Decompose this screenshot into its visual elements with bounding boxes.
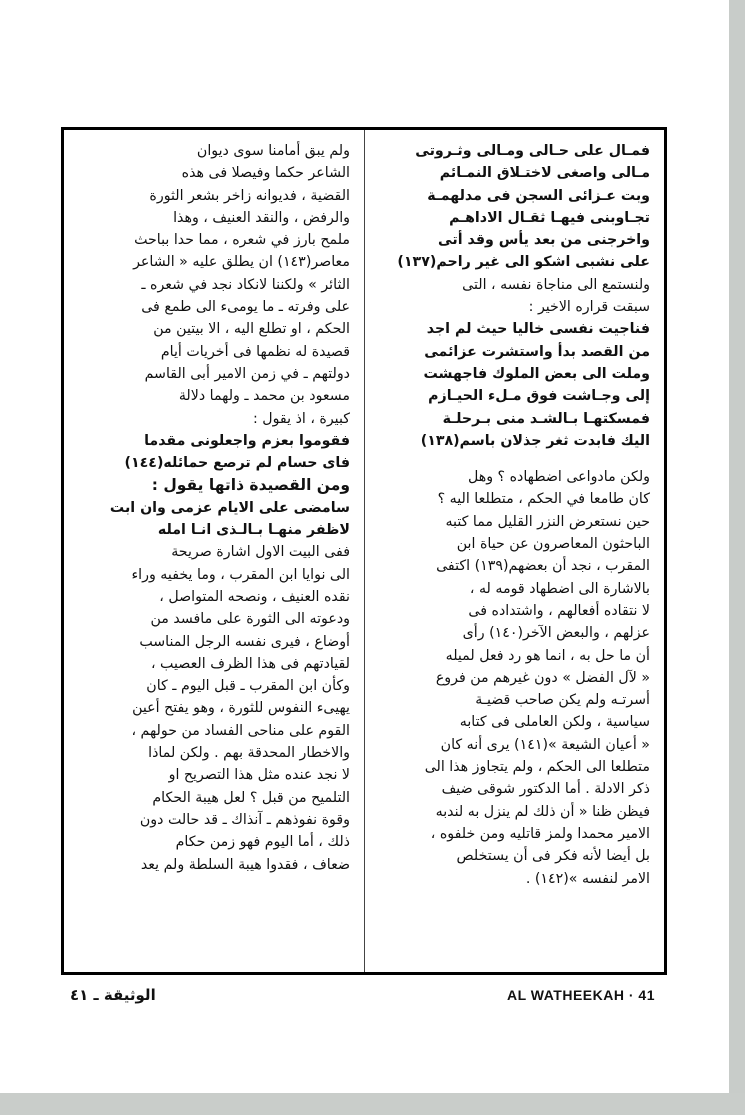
- text-line: كبيرة ، اذ يقول :: [253, 410, 350, 427]
- text-line: لا نتقاده أفعالهم ، واشتداده فى: [468, 602, 650, 619]
- text-line: على وفرته ـ ما يومىء الى طمع فى: [141, 299, 350, 316]
- text-line: ولم يبق أمامنا سوى ديوان: [196, 143, 350, 159]
- text-line: ذكر الادلة . أما الدكتور شوقى ضيف: [441, 781, 650, 798]
- text-line: لقيادتهم فى هذا الظرف العصيب ،: [150, 655, 350, 672]
- text-line: الامر لنفسه »(١٤٢) .: [525, 870, 650, 887]
- text-line: متطلعا الى الحكم ، ولم يتجاوز هذا الى: [424, 759, 650, 776]
- text-line: ذلك ، أما اليوم فهو زمن حكام: [175, 834, 350, 851]
- text-line: ولكن مادواعى اضطهاده ؟ وهل: [467, 469, 650, 486]
- text-line: يهيىء النفوس للثورة ، وهو يفتح أعين: [132, 700, 350, 717]
- text-line: الشاعر حكما وفيصلا فى هذه: [181, 165, 350, 182]
- text-line: الامير محمدا ولمز قاتليه ومن خلفوه ،: [430, 825, 650, 842]
- text-line: فيظن ظنا « أن ذلك لم ينزل به لندبه: [435, 803, 650, 820]
- text-line: الباحثون المعاصرون عن حياة ابن: [456, 536, 650, 553]
- verse-line: سامضى على الايام عزمى وان ابت: [109, 499, 350, 516]
- text-line: والاخطار المحدقة بهم . ولكن لماذا: [148, 745, 350, 762]
- text-line: بالاشارة الى اضطهاد قومه له ،: [469, 580, 650, 597]
- text-line: وقوة نفوذهم ـ آنذاك ـ قد حالت دون: [139, 811, 350, 828]
- text-line: والرفض ، والنقد العنيف ، وهذا: [173, 209, 350, 226]
- footer-arabic-page-label: الوثيقة ـ ٤١: [70, 986, 156, 1004]
- text-line: التلميح من قبل ؟ لعل هيبة الحكام: [152, 789, 350, 806]
- verse-line: وبت عـزائى السجن فى مدلهمـة: [427, 187, 650, 204]
- verse-line: فمسكتهـا بـالشـد منى بـرحلـة: [442, 410, 650, 427]
- text-line: لا نجد عنده مثل هذا التصريح او: [168, 767, 350, 784]
- text-line: الى نوايا ابن المقرب ، وما يخفيه وراء: [131, 566, 350, 583]
- article-frame: [61, 127, 667, 975]
- page-footer: [70, 983, 655, 1007]
- text-line: ففى البيت الاول اشارة صريحة: [171, 544, 350, 561]
- scan-margin-bottom: [0, 1093, 745, 1115]
- text-line: نقده العنيف ، ونصحه المتواصل ،: [159, 588, 350, 605]
- text-line: عزلهم ، والبعض الآخر(١٤٠) رأى: [462, 625, 650, 642]
- text-line: مسعود بن محمد ـ ولهما دلالة: [178, 388, 350, 405]
- verse-line: وملت الى بعض الملوك فاجهشت: [423, 365, 650, 382]
- verse-line: اليك فابدت ثغر جذلان باسم(١٣٨): [420, 432, 650, 449]
- text-line: معاصر(١٤٣) ان يطلق عليه « الشاعر: [133, 254, 350, 271]
- text-line: قصيدة له نظمها فى أخريات أيام: [160, 343, 350, 360]
- verse-line: واخرجنى من بعد يأس وقد أتى: [438, 232, 650, 249]
- text-line: وكأن ابن المقرب ـ قبل اليوم ـ كان: [146, 678, 350, 695]
- text-line: حين نستعرض النزر القليل مما كتبه: [445, 513, 650, 530]
- text-line: « لآل الفضل » دون غيرهم من فروع: [435, 669, 650, 686]
- verse-line: لاظفر منهـا بـالـذى انـا امله: [157, 522, 350, 539]
- text-line: المقرب ، نجد أن بعضهم(١٣٩) اكتفى: [436, 558, 650, 575]
- verse-line: فمـال على حـالى ومـالى وثـروتى: [415, 143, 650, 159]
- text-line: ودعوته الى الثورة على مافسد من: [150, 611, 350, 628]
- text-line: بل أيضا لأنه فكر فى أن يستخلص: [456, 848, 650, 865]
- text-line: الثائر » ولكننا لانكاد نجد في شعره ـ: [141, 276, 350, 293]
- text-line: القوم على مناحى الفساد من حولهم ،: [131, 722, 350, 739]
- text-line: دولتهم ـ في زمن الامير أبى القاسم: [144, 365, 350, 382]
- verse-line: فاى حسام لم ترصع حمائله(١٤٤): [124, 455, 350, 472]
- text-line: الحكم ، او تطلع اليه ، الا بيتين من: [153, 321, 350, 338]
- verse-line: إلى وجـاشت فوق مـلء الحيـازم: [428, 388, 650, 405]
- verse-line: من القصد بدأ واستشرت عزائمى: [424, 343, 650, 360]
- text-line: ملمح بارز في شعره ، مما حدا بباحث: [134, 232, 350, 249]
- text-line: ولنستمع الى مناجاة نفسه ، التى: [462, 276, 650, 293]
- right-column: [364, 130, 664, 972]
- paragraph-gap: [379, 452, 650, 466]
- left-column: [64, 130, 364, 972]
- footer-english-page-label: AL WATHEEKAH · 41: [507, 987, 655, 1003]
- verse-line: فناجيت نفسى خاليا حيث لم اجد: [426, 321, 650, 338]
- text-line: « أعيان الشيعة »(١٤١) يرى أنه كان: [440, 736, 650, 753]
- verse-line: فقوموا بعزم واجعلونى مقدما: [144, 432, 350, 449]
- scan-margin-right: [729, 0, 745, 1115]
- section-heading: ومن القصيدة ذاتها يقول :: [151, 476, 350, 495]
- text-line: أوضاع ، فيرى نفسه الرجل المناسب: [139, 633, 350, 650]
- text-line: أسرتـه ولم يكن صاحب قضيـة: [475, 692, 650, 709]
- text-line: القضية ، فديوانه زاخر بشعر الثورة: [149, 187, 350, 204]
- verse-line: تجـاوبنى فيهـا ثقـال الاداهـم: [449, 209, 650, 226]
- text-line: سبقت قراره الاخير :: [528, 299, 650, 316]
- text-line: سياسية ، ولكن العاملى فى كتابه: [459, 714, 650, 731]
- text-line: أن ما حل به ، انما هو رد فعل لميله: [445, 647, 650, 664]
- text-line: كان طامعا في الحكم ، متطلعا اليه ؟: [437, 491, 650, 508]
- text-line: ضعاف ، فقدوا هيبة السلطة ولم يعد: [140, 856, 350, 873]
- verse-line: مـالى واصغى لاختـلاق النمـائم: [439, 165, 650, 182]
- verse-line: على نشبى اشكو الى غير راحم(١٣٧): [397, 254, 650, 271]
